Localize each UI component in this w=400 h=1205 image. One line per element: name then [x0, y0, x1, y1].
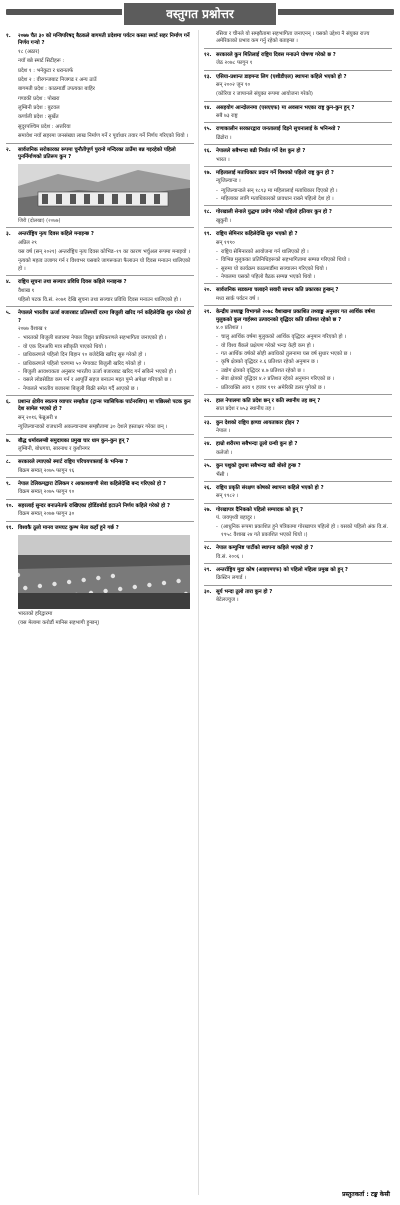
question-text: बौद्ध धर्मावलम्बी समुदायका प्रमुख चार धाम कुन-कुन हुन् ?	[18, 437, 130, 444]
qa-item	[6, 525, 194, 628]
answer-text: कलेजो ।	[216, 449, 233, 456]
item-separator	[6, 227, 194, 228]
question-number: २०.	[204, 287, 212, 294]
question-number: २७.	[204, 506, 212, 513]
question-text: गोरखाली सेनाले युद्धमा प्रयोग गरेको पहिलो हतियार कुन हो ?	[216, 209, 332, 216]
answer-text: १८ (अठार)	[18, 48, 40, 55]
question-number: १.	[6, 33, 11, 39]
question	[204, 545, 392, 552]
answer-text: लुम्बिनी, बोधगया, सारनाथ र कुशीनगर	[18, 445, 90, 452]
question-text: महिलालाई मताधिकार प्रदान गर्ने विश्वको पहिलो राष्ट्र कुन हो ?	[216, 169, 334, 176]
answer-bullet: - सुरुमा यो कार्यक्रम काठमाडौंमा सञ्चालन गरिएको थियो ।	[216, 266, 392, 273]
question	[6, 310, 194, 325]
item-separator	[6, 306, 194, 307]
qa-item	[204, 52, 392, 68]
question-text: राष्ट्रिय सूचना तथा सञ्चार प्रविधि दिवस कहिले मनाइन्छ ?	[18, 279, 127, 286]
question-text: सरकारले ल्याएको स्मार्ट राष्ट्रिय परिचयपत्रलाई के भनिन्छ ?	[18, 459, 128, 466]
question-number: २१.	[204, 309, 212, 316]
answer-text: विक्रम सम्वत् २०७७ फागुन ३०	[18, 511, 75, 518]
question-number: ७.	[6, 437, 11, 444]
answer-text: भारत ।	[216, 156, 230, 163]
item-separator	[6, 275, 194, 276]
qa-item	[6, 481, 194, 497]
question-text: कुन पशुको दुधमा सबैभन्दा बढी बोसो हुन्छ ?	[216, 463, 301, 470]
item-separator	[204, 563, 392, 564]
answer-text: खुकुरी ।	[216, 217, 232, 224]
qa-item	[204, 309, 392, 392]
question-number: २६.	[204, 484, 212, 491]
qa-item	[204, 126, 392, 142]
item-separator	[204, 122, 392, 123]
answer-text: अप्रिल २९	[18, 239, 37, 246]
answer-bullet: - नेपालले भारतीय बजारमा बिजुली बिक्री समेत गर्दै आएको छ ।	[18, 386, 194, 393]
answer-text: (कोरिया र जापानले संयुक्त रूपमा आयोजना गरेको)	[216, 91, 313, 98]
qa-item	[204, 567, 392, 583]
qa-item	[6, 503, 194, 519]
question	[204, 420, 392, 427]
question-text: नेपालले भारतीय ऊर्जा बजारबाट प्रतिस्पर्धी दरमा बिजुली खरिद गर्न कहिलेदेखि शुरु गरेको हो ?	[18, 310, 192, 324]
question	[204, 567, 392, 574]
question	[204, 231, 392, 238]
answer-text: सुदूरपश्चिम प्रदेश : अत्तरिया	[18, 123, 71, 130]
qa-item	[204, 148, 392, 164]
answer-bullet: - प्रतिव्यक्ति आय १ हजार १९१ अमेरिकी डलर पुगेको छ ।	[216, 385, 392, 392]
question	[6, 147, 194, 162]
question	[204, 507, 392, 514]
item-separator	[204, 305, 392, 306]
photo-graphic	[18, 535, 190, 609]
answer-text: क्रिस्टिन लगार्ड ।	[216, 575, 247, 582]
question-text: अन्तर्राष्ट्रिय मुद्रा कोष (आइएमएफ) को पहिलो महिला प्रमुख को हुन् ?	[216, 566, 348, 573]
item-separator	[204, 166, 392, 167]
item-separator	[204, 437, 392, 438]
answer-text: नेपाल ।	[216, 428, 231, 434]
question-number: ९.	[6, 481, 11, 488]
question-number: १३.	[204, 73, 212, 80]
question-text: असहयोग आन्दोलनमा (एसएएफ) मा अवसान भएका राष्ट्र कुन-कुन हुन् ?	[216, 104, 355, 111]
qa-item	[204, 507, 392, 540]
answer-text: प्रदेश १ : भनेकुटा र धरानतर्फ	[18, 67, 74, 74]
answer-text: नृत्यको महत्व उजागर गर्न र विश्वभर यसबारे जागरूकता फैलाउन यो दिवस मनाउन थालिएको हो ।	[18, 258, 191, 272]
qa-item	[204, 287, 392, 303]
item-separator	[204, 481, 392, 482]
question-number: ११.	[6, 524, 14, 531]
question	[6, 438, 194, 445]
question-text: सार्वजनिक सडकमा चलाइने सवारी साधन कति प्रकारका हुन्छन् ?	[216, 287, 339, 294]
question-text: सरकारले कुन मितिलाई राष्ट्रिय दिवस मनाउने घोषणा गरेको छ ?	[216, 51, 336, 58]
answer-text: ढिंढोरा ।	[216, 134, 232, 141]
answer-text: बागमती प्रदेश : काठमाडौं उपत्यका बाहिर	[18, 86, 95, 93]
answer-text: गण्डकी प्रदेश : पोखरा	[18, 95, 60, 102]
question-text: सार्वजनिक सरोकारका रूपमा चुनौतीपूर्ण पुरानो मन्दिरका ठाउँमा बन्न गइरहेको पहिलो पुनर्निर्माणको प्रतिरूप कुन ?	[18, 146, 176, 160]
answer-bullet: - यो विश्व बैंकले प्रक्षेपण गरेको भन्दा केही कम हो ।	[216, 343, 392, 350]
item-separator	[204, 585, 392, 586]
answer-bullet: - नेपालमा यसको पहिलो बैठक सम्पन्न भएको थियो ।	[216, 274, 392, 281]
question-number: १४.	[204, 104, 212, 111]
question-number: २५.	[204, 463, 212, 470]
answer-text: सन् २००२ जुन १०	[216, 81, 251, 88]
qa-item	[204, 420, 392, 436]
question-number: १९.	[204, 231, 212, 238]
question	[6, 231, 194, 238]
question-text: कुन देशको राष्ट्रिय झण्डा आयताकार होइन ?	[216, 419, 300, 426]
answer-text: भारतको हरिद्वारमा	[18, 610, 53, 617]
question	[6, 525, 194, 532]
answer-bullet: - गत आर्थिक वर्षको सोही अवधिको तुलनामा यस वर्ष सुधार भएको छ ।	[216, 351, 392, 358]
question-text: नेपाल टेलिकमद्वारा टेलिकम र आकाशवाणी सेवा कहिलेदेखि बन्द गरिएको हो ?	[18, 481, 166, 488]
question-number: १५.	[204, 126, 212, 133]
item-separator	[6, 455, 194, 456]
question	[204, 74, 392, 81]
question	[6, 459, 194, 466]
answer-text: जेठ २०७८ फागुन १	[216, 60, 253, 67]
qa-item	[204, 485, 392, 501]
qa-item	[204, 398, 392, 414]
question-number: २२.	[204, 397, 212, 404]
qa-item	[6, 399, 194, 432]
item-separator	[204, 144, 392, 145]
page-title: वस्तुगत प्रश्नोत्तर	[122, 1, 278, 27]
question-text: विश्वकै ठूलो मानव जमघट कुम्भ मेला कहाँ हुने गर्छ ?	[18, 524, 119, 531]
answer-text: बेटेलज्युज ।	[216, 597, 239, 603]
question-text: राष्ट्रिय प्रकृति संरक्षण कोषको स्थापना कहिले भएको हो ?	[216, 484, 324, 491]
column-divider	[198, 30, 199, 1195]
item-separator	[204, 541, 392, 542]
answer-text: नयाँ बन्ने स्मार्ट सिटीहरू :	[18, 58, 65, 65]
answer-text: सन् १९९०	[216, 239, 235, 246]
question-text: हाम्रो शरीरमा सबैभन्दा ठूलो ग्रन्थी कुन हो ?	[216, 441, 298, 448]
qa-item	[204, 31, 392, 46]
answer-bullet: - प्राधिकरणले पहिलो चरणमा ५० मेगावाट बिजुली खरिद गरेको हो ।	[18, 361, 194, 368]
answer-text: बिक्रम सम्वत् २०७५ फागुन १६	[18, 467, 75, 474]
item-separator	[204, 48, 392, 49]
qa-item	[204, 105, 392, 121]
answer-text: भैंसी ।	[216, 471, 229, 478]
question-text: नेपालले सबैभन्दा बढी निर्यात गर्ने देश कुन हो ?	[216, 148, 306, 155]
question-number: २.	[6, 146, 11, 153]
answer-text: मध्य सार्क पर्यटन वर्ष ।	[216, 295, 259, 302]
question-number: २४.	[204, 441, 212, 448]
question	[204, 52, 392, 59]
qa-item	[6, 147, 194, 226]
question	[6, 279, 194, 286]
item-separator	[204, 416, 392, 417]
item-separator	[204, 283, 392, 284]
item-separator	[204, 227, 392, 228]
answer-text: २०७७ वैशाख १	[18, 326, 47, 333]
question-text: सूर्य भन्दा ठूलो तारा कुन हो ?	[216, 588, 273, 595]
answer-bullet: - भारतको बिजुली बजारमा नेपाल विद्युत प्राधिकरणले सहभागिता जनाएको हो ।	[18, 335, 194, 342]
answer-bullet: - महिलाका लागि मताधिकारको प्रावधान राख्ने पहिलो देश हो ।	[216, 196, 392, 203]
item-separator	[6, 521, 194, 522]
answer-text: सबै ७३ राष्ट्र	[216, 113, 238, 119]
photo-caption: जिरी (दोलखा) (२०७७)	[18, 218, 61, 225]
question-number: २३.	[204, 419, 212, 426]
answer-text: सन् २०१६ फेब्रुअरी ४	[18, 414, 58, 421]
question-text: केन्द्रीय तथ्याङ्क विभागले २०७८ वैशाखमा प्रकाशित तथ्याङ्क अनुसार गत आर्थिक वर्षमा मुलुकको कुल गार्हस्थ्य उत्पादनको वृद्धिदर कति प्रतिशत रहेको छ ?	[216, 309, 375, 323]
answer-bullet: - यो एक दिनअघि मात्र स्वीकृति पाएको थियो ।	[18, 344, 194, 351]
header	[0, 0, 400, 26]
qa-item	[204, 74, 392, 99]
item-separator	[204, 70, 392, 71]
question-text: २०७७ चैत ३० को मन्त्रिपरिषद् बैठकले बागमती प्रदेशमा पर्यटन कस्ता स्मार्ट सहर निर्माण गर्ने निर्णय गर्‍यो ?	[18, 33, 190, 47]
item-separator	[6, 499, 194, 500]
question-text: अन्तर्राष्ट्रिय नृत्य दिवस कहिले मनाइन्छ ?	[18, 231, 94, 238]
answer-bullet: - बिजुली आवश्यकता अनुसार भारतीय ऊर्जा बजारबाट खरिद गर्न सकिने भएको हो ।	[18, 369, 194, 376]
qa-item	[6, 438, 194, 454]
question-number: १६.	[204, 148, 212, 155]
question-number: ६.	[6, 399, 11, 406]
qa-item	[6, 459, 194, 475]
qa-item	[6, 33, 194, 141]
qa-item	[204, 209, 392, 225]
answer-bullet: - कृषि क्षेत्रको वृद्धिदर २.६ प्रतिशत रहेको अनुमान छ ।	[216, 359, 392, 366]
question	[204, 209, 392, 216]
question	[204, 148, 392, 155]
question-number: १८.	[204, 209, 212, 216]
answer-text: पं. जयपृथ्वी बहादुर ।	[216, 515, 256, 521]
question-number: ८.	[6, 459, 11, 466]
question	[204, 309, 392, 324]
photo-graphic	[18, 164, 190, 216]
answer-text: न्युजिल्यान्डको राजधानी अकल्यान्डमा सम्झौतामा ३० देशले हस्ताक्षर गरेका छन् ।	[18, 424, 168, 431]
question-number: २८.	[204, 545, 212, 552]
question	[6, 481, 194, 488]
answer-bullet: - यसले लोडसेडिङ कम गर्न र आपूर्ति सहज बनाउन मद्दत पुग्ने अपेक्षा गरिएको छ ।	[18, 377, 194, 384]
answer-bullet: - विभिन्न मुलुकका प्रतिनिधिहरूको सहभागितामा सम्पन्न गरिएको थियो ।	[216, 257, 392, 264]
question-text: हाल नेपालमा कति प्रदेश छन् र कति स्थानीय तह छन् ?	[216, 397, 321, 404]
question-text: राणाकालीन सरकारद्वारा जनतालाई दिइने सुचनालाई के भनिन्थ्यो ?	[216, 126, 341, 133]
question	[204, 463, 392, 470]
answer-text: न्युजिल्यान्ड ।	[216, 178, 241, 185]
question-number: १२.	[204, 51, 212, 58]
question-number: १७.	[204, 169, 212, 176]
question-number: ५.	[6, 310, 11, 317]
question-text: गोरखापत्र दैनिकको पहिलो सम्पादक को हुन् ?	[216, 506, 303, 513]
credit-line: प्रस्तुतकर्ता : टङ्क केसी	[342, 1191, 390, 1198]
question	[204, 485, 392, 492]
item-separator	[6, 477, 194, 478]
question	[6, 399, 194, 414]
answer-text: सन् १९८२ ।	[216, 493, 239, 500]
question	[6, 503, 194, 510]
answer-text: वैशाख १	[18, 287, 35, 294]
answer-bullet: - (आधुनिक रूपमा प्रकाशित हुने पत्रिकामा गोरखापत्र पहिलो हो । यसको पहिलो अंक वि.सं. १९५८ वैशाख २४ गते प्रकाशित भएको थियो ।)	[216, 524, 392, 539]
question-text: प्रशान्त क्षेत्रीय स्वतन्त्र व्यापार सम्झौता (ट्रान्स प्यासिफिक पार्टनरशिप) मा पछिल्लो पटक कुन देश सामेल भएको हो ?	[18, 399, 191, 413]
question	[204, 398, 392, 405]
question-number: ३.	[6, 231, 11, 238]
question-text: नेपाल कम्युनिष्ट पार्टीको स्थापना कहिले भएको हो ?	[216, 545, 314, 552]
question-text: सहरलाई सुन्दर बनाउनेतर्फ राखिएका होर्डिङबोर्ड हटाउने निर्णय कहिले गरेको हो ?	[18, 502, 171, 509]
question	[204, 170, 392, 177]
question-number: २९.	[204, 566, 212, 573]
item-separator	[204, 459, 392, 460]
item-separator	[6, 434, 194, 435]
qa-item	[204, 589, 392, 605]
question-number: १०.	[6, 502, 14, 509]
item-separator	[6, 143, 194, 144]
qa-item	[204, 463, 392, 479]
answer-text: सात प्रदेश र ७५३ स्थानीय तह ।	[216, 406, 275, 413]
question	[6, 33, 194, 48]
item-separator	[204, 205, 392, 206]
answer-text: लुम्बिनी प्रदेश : बुटवल	[18, 105, 60, 111]
kumbh-mela-photo	[18, 535, 190, 609]
question-number: ४.	[6, 279, 11, 286]
qa-item	[204, 170, 392, 204]
question	[204, 441, 392, 448]
question	[204, 589, 392, 596]
answer-text: रसिया र चीनले यो सम्झौतामा सहभागिता जनाएनन् । यसको उद्देश्य नै संयुक्त राज्य अमेरिकाको प्रभाव कम गर्नु रहेको बताइन्छ ।	[216, 31, 370, 45]
qa-item	[6, 310, 194, 393]
qa-item	[204, 545, 392, 561]
answer-text: प्रदेश २ : वीरगन्जबाट निजगढ र अन्य ठाउँ	[18, 76, 97, 83]
item-separator	[204, 503, 392, 504]
answer-text: ४.० प्रतिशत ।	[216, 324, 243, 331]
answer-text: पहिलो पटक वि.सं. २०७१ देखि सूचना तथा सञ्चार प्रविधि दिवस मनाउन थालिएको हो ।	[18, 296, 182, 303]
answer-bullet: - सेवा क्षेत्रको वृद्धिदर ४.२ प्रतिशत रहेको अनुमान गरिएको छ ।	[216, 376, 392, 383]
question-number: ३०.	[204, 588, 212, 595]
answer-text: विक्रम सम्वत् २०७५ फागुन १०	[18, 489, 75, 496]
question	[204, 287, 392, 294]
answer-note: (यस मेलामा करोडौं मानिस सहभागी हुन्छन्)	[18, 620, 100, 627]
item-separator	[204, 394, 392, 395]
answer-text: कर्णाली प्रदेश : सुर्खेत	[18, 114, 59, 121]
qa-item	[6, 231, 194, 273]
qa-item	[6, 279, 194, 304]
right-column	[204, 30, 392, 606]
answer-text: समावेश नयाँ सहरमा जनसंख्या लाख निर्माण गर्ने र पूर्वाधार तयार गर्ने निर्णय गरिएको थियो ।	[18, 133, 189, 140]
item-separator	[6, 395, 194, 396]
question-text: राष्ट्रिय सेमिनार कहिलेदेखि सुरु भएको हो ?	[216, 231, 298, 238]
qa-item	[204, 441, 392, 457]
left-column	[6, 30, 194, 630]
item-separator	[204, 101, 392, 102]
question-text: एसिया-प्रशान्त डाइमन्ड लिग (एशीडीएल) स्थापना कहिले भएको हो ?	[216, 73, 347, 80]
answer-text: वि.सं. २००६ ।	[216, 553, 244, 560]
answer-bullet: - न्युजिल्यान्डले सन् १८९३ मा महिलालाई मताधिकार दिएको हो ।	[216, 188, 392, 195]
answer-bullet: - प्राधिकरणले पहिलो दिन बिहान १० बजेदेखि खरिद सुरु गरेको हो ।	[18, 352, 194, 359]
answer-bullet: - राष्ट्रिय सेमिनारको आयोजना गर्न थालिएको हो ।	[216, 249, 392, 256]
monument-photo	[18, 164, 190, 216]
question	[204, 126, 392, 133]
answer-bullet: - उद्योग क्षेत्रको वृद्धिदर ४.७ प्रतिशत रहेको छ ।	[216, 368, 392, 375]
question	[204, 105, 392, 112]
qa-item	[204, 231, 392, 281]
answer-bullet: - चालु आर्थिक वर्षमा मुलुकको आर्थिक वृद्धिदर अनुमान गरिएको हो ।	[216, 334, 392, 341]
answer-text: यस वर्ष (सन् २०२१) अन्तर्राष्ट्रिय नृत्य दिवस कोभिड–१९ का कारण भर्चुअल रूपमा मनाइयो ।	[18, 249, 190, 256]
